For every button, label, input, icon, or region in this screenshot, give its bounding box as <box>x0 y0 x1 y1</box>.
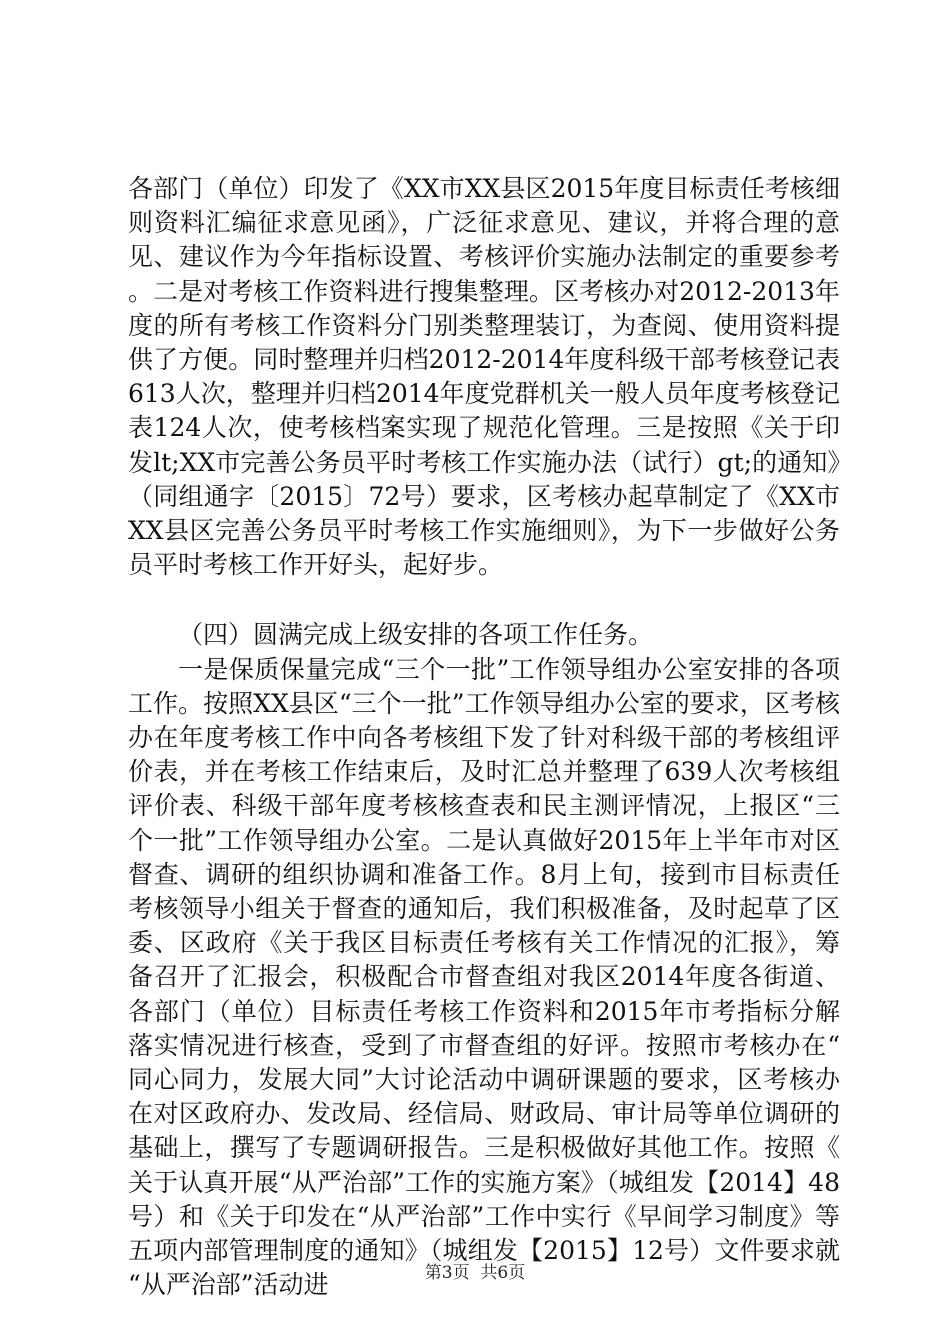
page-number-footer: 第3页 共6页 <box>424 1263 526 1283</box>
document-body <box>128 172 840 1303</box>
paragraph-section-4: 一是保质保量完成“三个一批”工作领导组办公室安排的各项工作。按照XX县区“三个一批”工作领导组办公室的要求，区考核办在年度考核工作中向各考核组下发了针对科级干部的考核组评价表，并在考核工作结束后，及时汇总并整理了639人次考核组评价表、科级干部年度考核核查表和民主测评情况，上报区“三个一批”工作领导组办公室。二是认真做好2015年上半年市对区督查、调研的组织协调和准备工作。8月上旬，接到市目标责任考核领导小组关于督查的通知后，我们积极准备，及时起草了区委、区政府《关于我区目标责任考核有关工作情况的汇报》，筹备召开了汇报会，积极配合市督查组对我区2014年度各街道、各部门（单位）目标责任考核工作资料和2015年市考指标分解落实情况进行核查，受到了市督查组的好评。按照市考核办在“同心同力，发展大同”大讨论活动中调研课题的要求，区考核办在对区政府办、发改局、经信局、财政局、审计局等单位调研的基础上，撰写了专题调研报告。三是积极做好其他工作。按照《关于认真开展“从严治部”工作的实施方案》（城组发【2014】48号）和《关于印发在“从严治部”工作中实行《早间学习制度》等五项内部管理制度的通知》（城组发【2015】12号）文件要求就“从严治部”活动进 <box>128 654 840 1300</box>
paragraph-continuation: 各部门（单位）印发了《XX市XX县区2015年度目标责任考核细则资料汇编征求意见函》，广泛征求意见、建议，并将合理的意见、建议作为今年指标设置、考核评价实施办法制定的重要参考。二是对考核工作资料进行搜集整理。区考核办对2012-2013年度的所有考核工作资料分门别类整理装订，为查阅、使用资料提供了方便。同时整理并归档2012-2014年度科级干部考核登记表613人次，整理并归档2014年度党群机关一般人员年度考核登记表124人次，使考核档案实现了规范化管理。三是按照《关于印发lt;XX市完善公务员平时考核工作实施办法（试行）gt;的通知》（同组通字〔2015〕72号）要求，区考核办起草制定了《XX市XX县区完善公务员平时考核工作实施细则》，为下一步做好公务员平时考核工作开好头，起好步。 <box>128 174 840 580</box>
section-heading-4: （四）圆满完成上级安排的各项工作任务。 <box>178 620 654 650</box>
